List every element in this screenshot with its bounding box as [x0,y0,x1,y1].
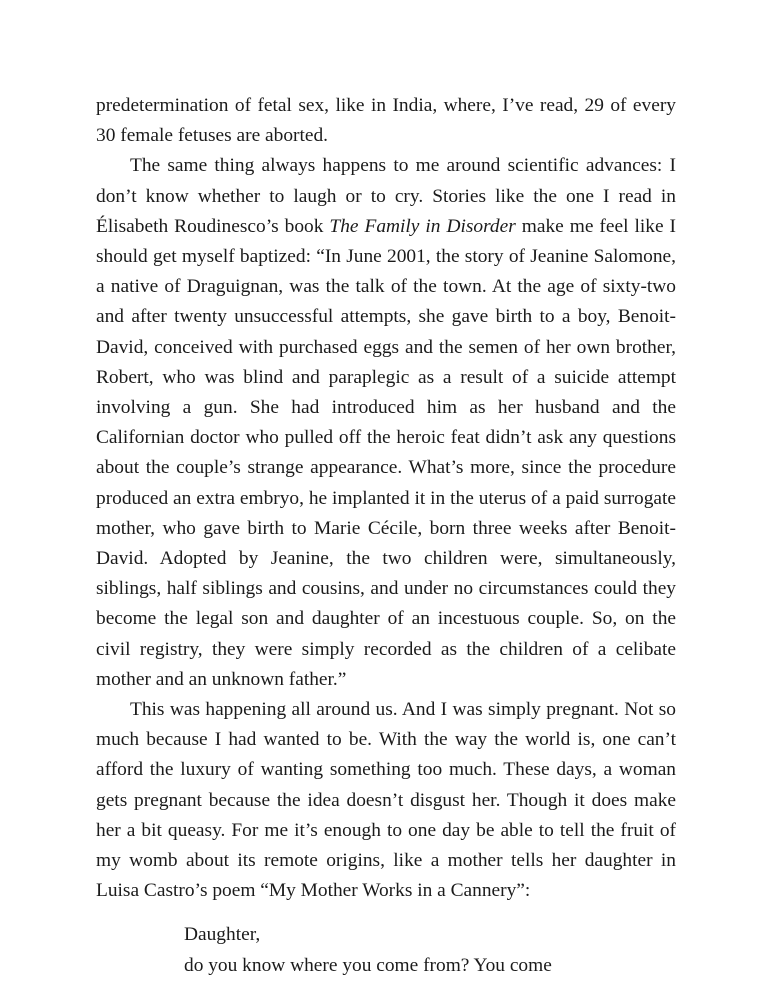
poem-line-1: Daughter, [184,924,261,946]
paragraph-2-quote: make me feel like I should get myself baptized: “In June 2001, the story of Jeanine Salomone, a native of Draguignan, was the talk of the town. At the age of sixty-two and after twenty unsuccessful attempts, she gave birth to a boy, Benoit-David, conceived with purchased eggs and the semen of her own brother, Robert, who was blind and paraplegic as a result of a suicide attempt involving a gun. She had introduced him as her husband and the Californian doctor who pulled off the heroic feat didn’t ask any questions about the couple’s strange appearance. What’s more, since the procedure produced an extra embryo, he implanted it in the uterus of a paid surrogate mother, who gave birth to Marie Cécile, born three weeks after Benoit-David. Adopted by Jeanine, the two children were, simultaneously, siblings, half siblings and cousins, and under no circumstances could they become the legal son and daughter of an incestuous couple. So, on the civil registry, they were simply recorded as the children of a celibate mother and an unknown father.” [96,215,676,690]
body-text [96,91,676,981]
book-title: The Family in Disorder [329,215,516,237]
poem-excerpt [96,906,676,980]
paragraph-1: predetermination of fetal sex, like in India, where, I’ve read, 29 of every 30 female fetuses are aborted. [96,95,676,147]
poem-line-2: do you know where you come from? You come [184,954,552,976]
paragraph-2-intro: The same thing always happens to me around scientific advances: I don’t know whether to laugh or to cry. Stories like the one I read in Élisabeth Roudinesco’s book [96,155,676,237]
paragraph-3: This was happening all around us. And I was simply pregnant. Not so much because I had wanted to be. With the way the world is, one can’t afford the luxury of wanting something too much. These days, a woman gets pregnant because the idea doesn’t disgust her. Though it does make her a bit queasy. For me it’s enough to one day be able to tell the fruit of my womb about its remote origins, like a mother tells her daughter in Luisa Castro’s poem “My Mother Works in a Cannery”: [96,699,676,902]
paragraph-2 [96,151,676,695]
